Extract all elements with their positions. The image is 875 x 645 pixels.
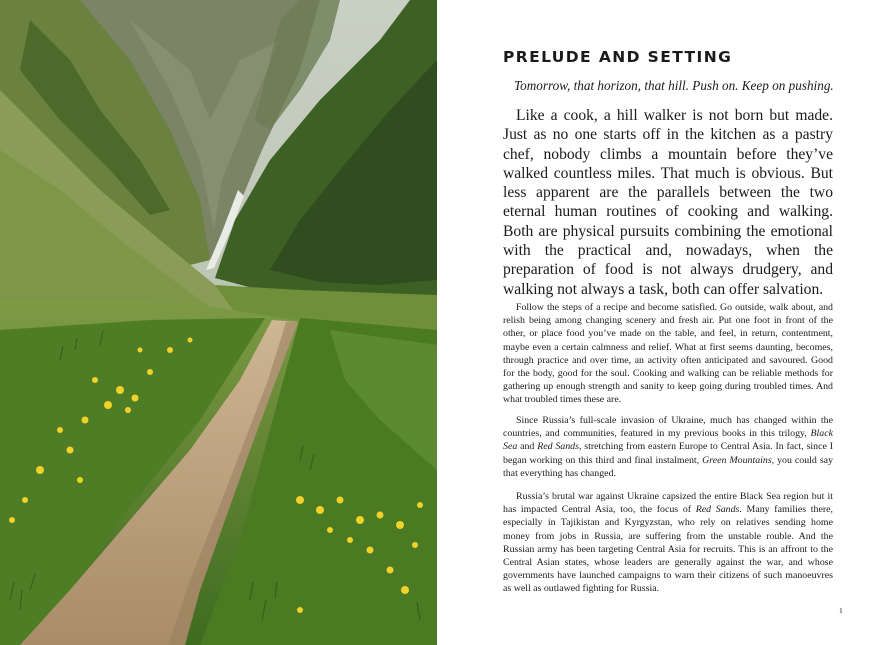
photo-illustration [0, 0, 437, 645]
body-paragraph-2 [503, 414, 833, 480]
chapter-heading: PRELUDE AND SETTING [503, 48, 733, 66]
body-paragraph-1: Follow the steps of a recipe and become satisfied. Go outside, walk about, and relish being among changing scenery and fresh air. Put one foot in front of the other, or place food you’ve made on the table, and feel, in return, contentment, maybe even a certain calmness and relief. What at first seems daunting, becomes, through practice and over time, an activity often anticipated and savoured. Good for the body, good for the soul. Cooking and walking can be reliable methods for gathering up enough strength and sanity to keep going during troubled times. And what troubled times these are. [503, 302, 833, 406]
book-title-black-sea: Black Sea [503, 428, 833, 453]
text-page [437, 0, 875, 645]
text-run: Since Russia’s full-scale invasion of Ukraine, much has changed within the countries, and communities, featured in my previous books in this trilogy, [503, 415, 833, 440]
book-title-red-sands: Red Sands [537, 441, 579, 453]
body-paragraph-3 [503, 490, 833, 596]
book-title-green-mountains: Green Mountains [702, 454, 772, 466]
lead-paragraph: Like a cook, a hill walker is not born but made. Just as no one starts off in the kitchen as a pastry chef, nobody climbs a mountain before they’ve walked countless miles. That much is obvious. But less apparent are the parallels between the two eternal human routines of cooking and walking. Both are physical pursuits combining the emotional with the practical and, nowadays, when the preparation of food is not always drudgery, and walking not always a task, both can offer salvation. [503, 107, 833, 298]
text-run: , you could say that everything has changed. [503, 454, 834, 479]
mountain-path-photo [0, 0, 437, 645]
page-number: 1 [839, 606, 843, 615]
epigraph: Tomorrow, that horizon, that hill. Push on. Keep on pushing. [514, 78, 834, 93]
text-run: . Many families there, especially in Tajikistan and Kyrgyzstan, who rely on relatives sending home money from jobs in Russia, are suffering from the unstable rouble. And the Russian army has been targeting Central Asia for recruits. This is an affront to the Central Asian states, whose leaders are generally against the war, and whose governments have launched campaigns to warn their citizens of such manoeuvres as well as outlawed fighting for Russia. [503, 504, 833, 595]
book-title-red-sands: Red Sands [695, 504, 740, 516]
text-run: , stretching from eastern Europe to Central Asia. In fact, since I began working on this third and final instalment, [503, 441, 833, 466]
text-run: and [517, 441, 538, 453]
text-run: Russia’s brutal war against Ukraine capsized the entire Black Sea region but it has impacted Central Asia, too, the focus of [503, 491, 833, 516]
